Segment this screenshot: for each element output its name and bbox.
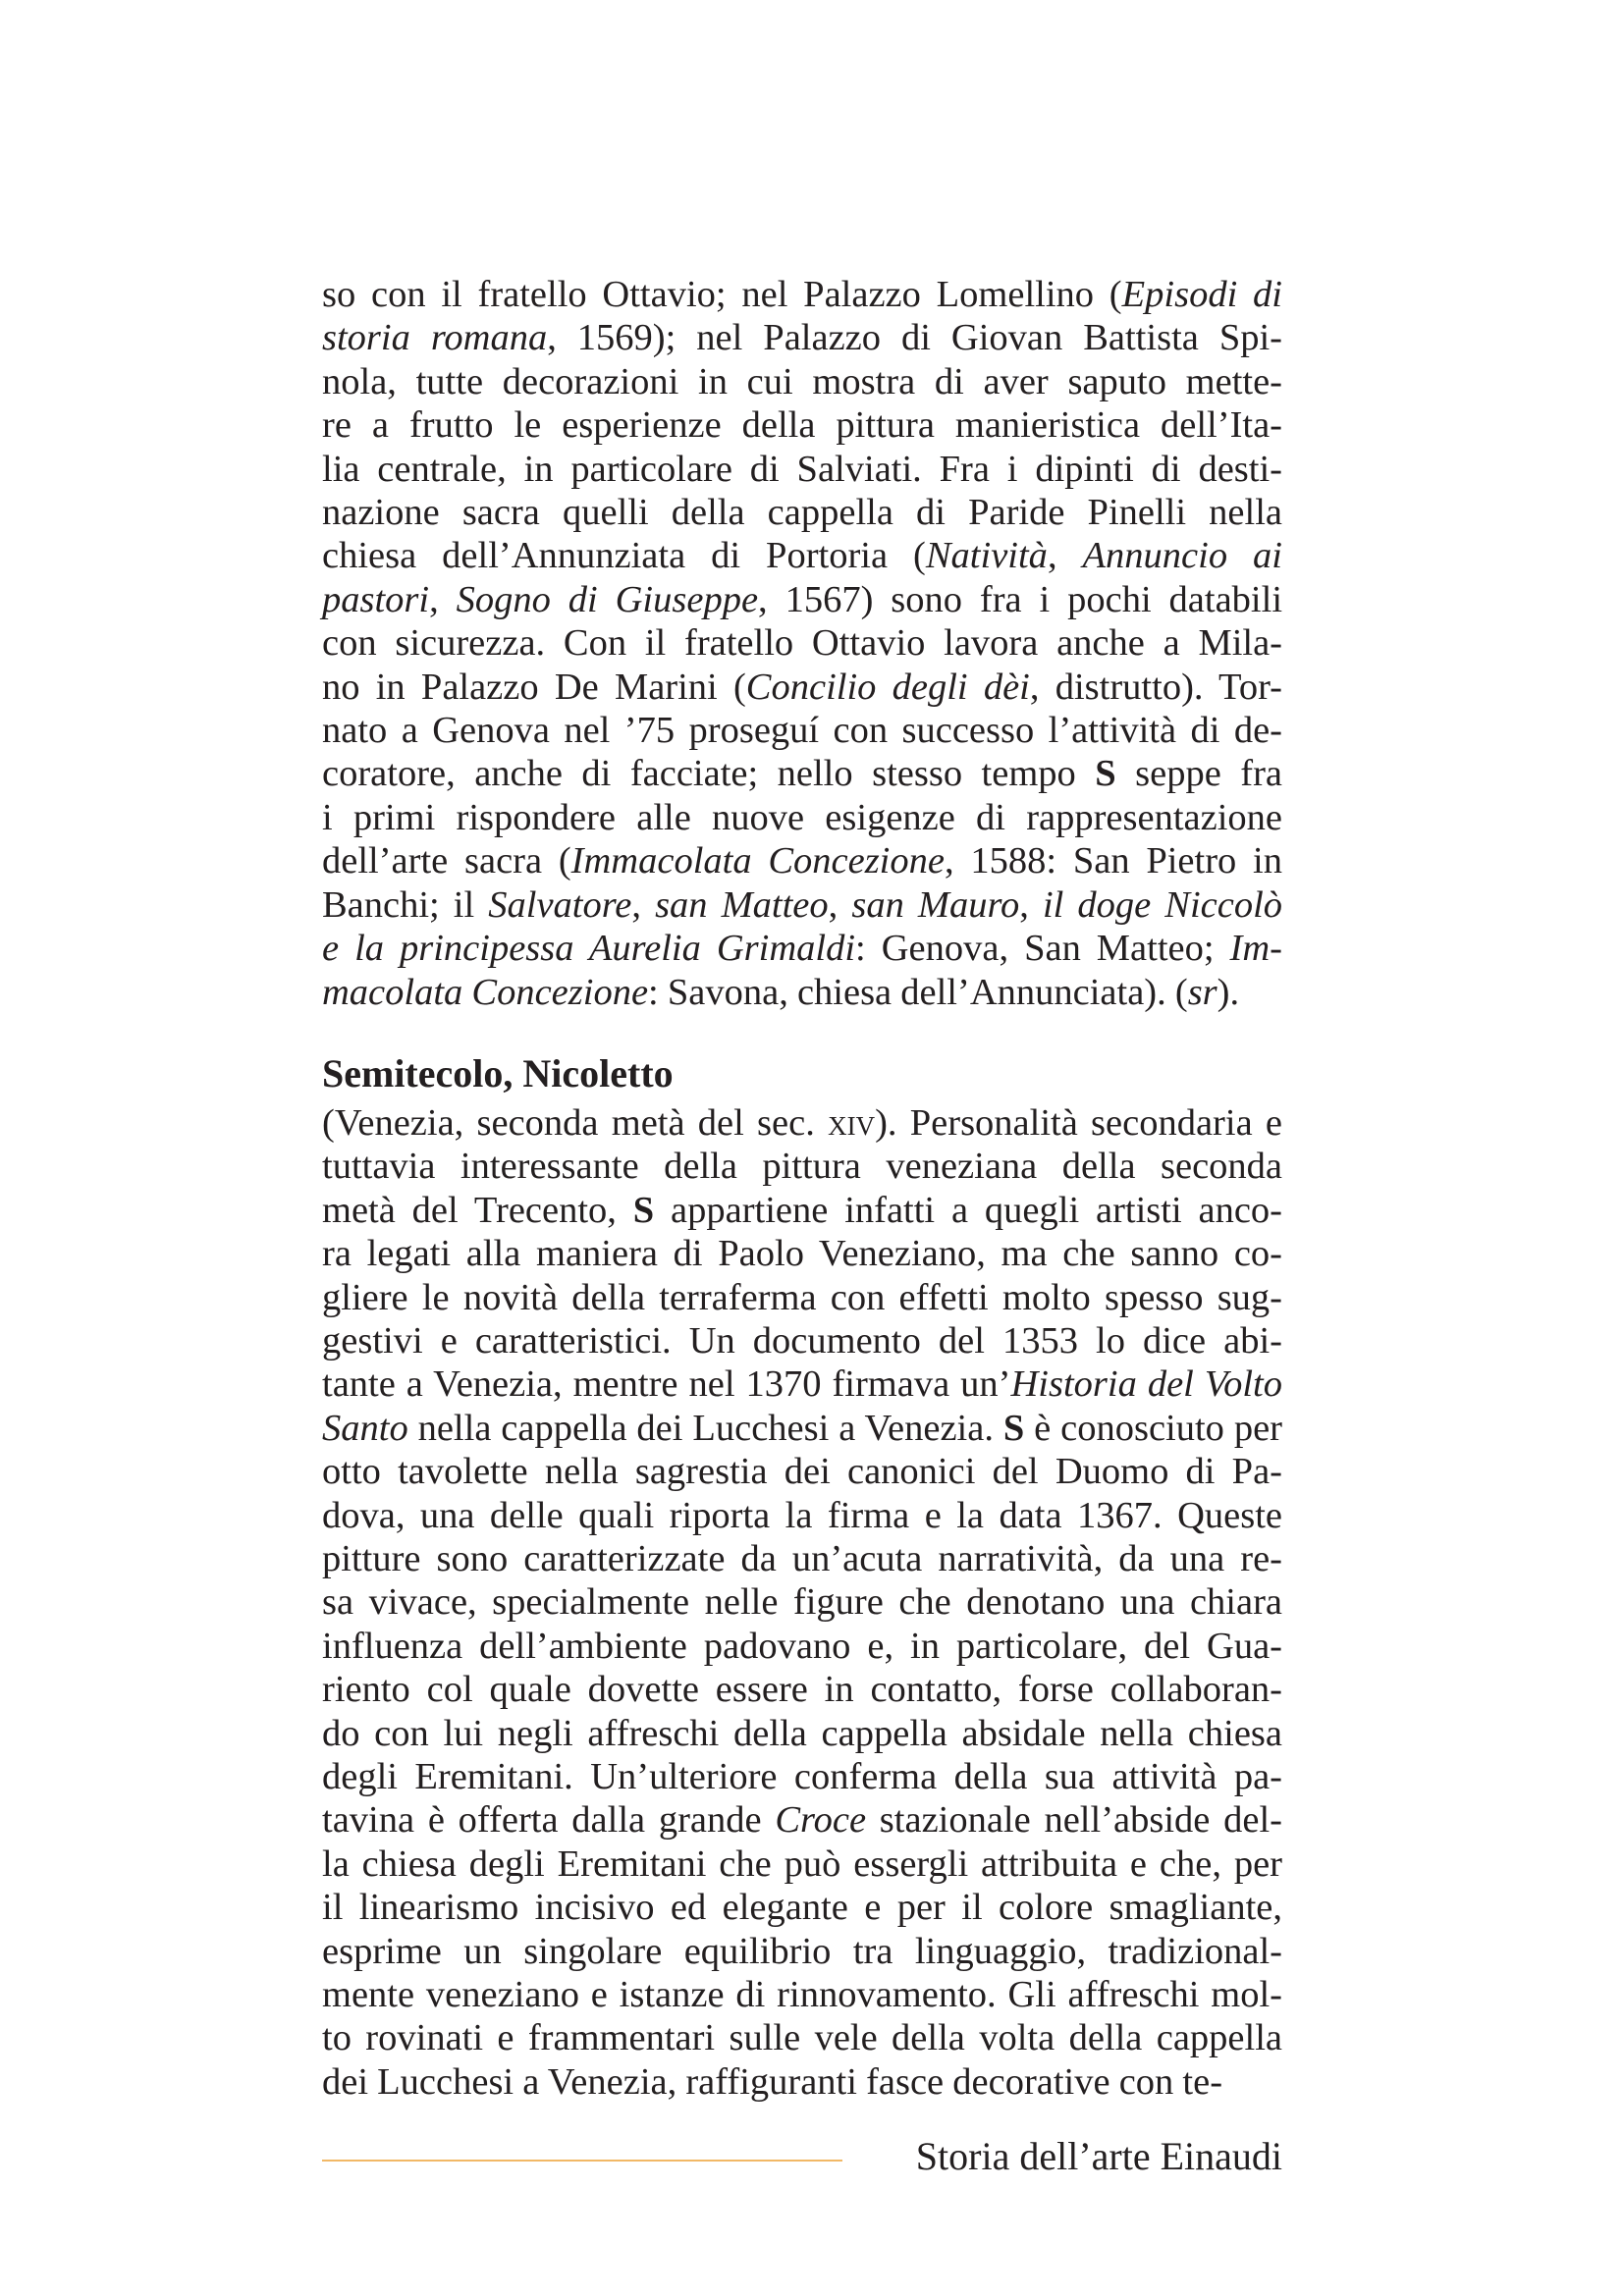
italic-text: macolata Concezione [322, 971, 649, 1013]
italic-text: Historia del Volto [1010, 1363, 1282, 1406]
italic-text: e la principessa Aurelia Grimaldi [322, 928, 856, 970]
text-line: la chiesa degli Eremitani che può essergli attribuita e che, per [322, 1842, 1282, 1885]
italic-text: Sogno di Giuseppe [456, 578, 759, 620]
text-line: dell’arte sacra (Immacolata Concezione, 1588: San Pietro in [322, 840, 1282, 882]
italic-text: Salvatore [488, 883, 632, 926]
text-line: mente veneziano e istanze di rinnovamento. Gli affreschi mol- [322, 1974, 1282, 2016]
bold-abbreviation: S [632, 1189, 655, 1231]
text-line: degli Eremitani. Un’ulteriore conferma della sua attività pa- [322, 1756, 1282, 1797]
text-line: il linearismo incisivo ed elegante e per il colore smagliante, [322, 1887, 1282, 1929]
text-line: pitture sono caratterizzate da un’acuta narratività, da una re- [322, 1537, 1282, 1579]
text-line: pastori, Sogno di Giuseppe, 1567) sono fra i pochi databili [322, 578, 1283, 620]
text-line: Santo nella cappella dei Lucchesi a Venezia. S è conosciuto per [322, 1407, 1282, 1449]
text-line: tuttavia interessante della pittura veneziana della seconda [322, 1146, 1282, 1188]
text-line: metà del Trecento, S appartiene infatti a quegli artisti anco- [322, 1189, 1282, 1231]
bold-abbreviation: S [1095, 753, 1116, 795]
text-line: do con lui negli affreschi della cappella absidale nella chiesa [322, 1712, 1282, 1754]
text-line: tavina è offerta dalla grande Croce stazionale nell’abside del- [322, 1799, 1282, 1842]
text-line: so con il fratello Ottavio; nel Palazzo Lomellino (Episodi di [322, 274, 1282, 315]
text-line: dova, una delle quali riporta la firma e la data 1367. Queste [322, 1494, 1282, 1536]
entry-heading: Semitecolo, Nicoletto [322, 1050, 674, 1095]
text-line: nato a Genova nel ’75 proseguí con successo l’attività di de- [322, 710, 1282, 752]
text-line: dei Lucchesi a Venezia, raffiguranti fasce decorative con te- [322, 2060, 1223, 2103]
bold-abbreviation: S [1002, 1407, 1025, 1449]
italic-text: sr [1187, 971, 1217, 1013]
italic-text: storia romana [322, 317, 548, 359]
italic-text: Croce [775, 1799, 867, 1842]
italic-text: Natività [925, 535, 1048, 577]
text-line: no in Palazzo De Marini (Concilio degli dèi, distrutto). Tor- [322, 666, 1282, 708]
text-line: nola, tutte decorazioni in cui mostra di aver saputo mette- [322, 360, 1282, 402]
text-line: influenza dell’ambiente padovano e, in particolare, del Gua- [322, 1625, 1282, 1667]
italic-text: Episodi di [1121, 274, 1282, 315]
text-line: Banchi; il Salvatore, san Matteo, san Mauro, il doge Niccolò [322, 883, 1283, 926]
italic-text: san Matteo [655, 883, 829, 926]
text-line: esprime un singolare equilibrio tra linguaggio, tradizional- [322, 1930, 1282, 1972]
text-line: gestivi e caratteristici. Un documento del 1353 lo dice abi- [322, 1319, 1282, 1362]
italic-text: Immacolata Concezione [570, 840, 945, 882]
italic-text: il doge Niccolò [1042, 883, 1283, 926]
text-line: storia romana, 1569); nel Palazzo di Giovan Battista Spi- [322, 317, 1283, 359]
text-column [322, 273, 1282, 2104]
entry-continuation-paragraph [322, 273, 1282, 1014]
italic-text: Santo [322, 1407, 408, 1449]
footer-rule [322, 2160, 842, 2162]
text-line: gliere le novità della terraferma con effetti molto spesso sug- [322, 1276, 1282, 1318]
text-line: to rovinati e frammentari sulle vele della volta della cappella [322, 2017, 1282, 2059]
small-caps-text: xiv [828, 1101, 876, 1144]
text-line: coratore, anche di facciate; nello stesso tempo S seppe fra [322, 753, 1282, 795]
text-line: con sicurezza. Con il fratello Ottavio lavora anche a Mila- [322, 622, 1282, 665]
text-line: ra legati alla maniera di Paolo Veneziano, ma che sanno co- [322, 1233, 1282, 1275]
entry-body-paragraph [322, 1101, 1282, 2104]
text-line: lia centrale, in particolare di Salviati. Fra i dipinti di desti- [322, 448, 1282, 490]
text-line: sa vivace, specialmente nelle figure che denotano una chiara [322, 1581, 1282, 1624]
text-line: macolata Concezione: Savona, chiesa dell’Annunciata). (sr). [322, 971, 1240, 1013]
text-line: re a frutto le esperienze della pittura manieristica dell’Ita- [322, 404, 1282, 447]
text-line: i primi rispondere alle nuove esigenze di rappresentazione [322, 796, 1282, 838]
text-line: tante a Venezia, mentre nel 1370 firmava un’Historia del Volto [322, 1363, 1282, 1406]
italic-text: Annuncio ai [1082, 535, 1282, 577]
italic-text: Concilio degli dèi [745, 666, 1030, 708]
text-line: nazione sacra quelli della cappella di Paride Pinelli nella [322, 492, 1282, 534]
italic-text: san Mauro [851, 883, 1020, 926]
text-line: e la principessa Aurelia Grimaldi: Genova, San Matteo; Im- [322, 928, 1282, 970]
text-line: otto tavolette nella sagrestia dei canonici del Duomo di Pa- [322, 1451, 1282, 1493]
italic-text: Im- [1229, 928, 1282, 970]
footer-title: Storia dell’arte Einaudi [915, 2134, 1282, 2178]
text-line: riento col quale dovette essere in contatto, forse collaboran- [322, 1669, 1282, 1711]
text-line: (Venezia, seconda metà del sec. xiv). Personalità secondaria e [322, 1101, 1282, 1144]
italic-text: pastori [322, 578, 430, 620]
text-line: chiesa dell’Annunziata di Portoria (Natività, Annuncio ai [322, 535, 1282, 577]
